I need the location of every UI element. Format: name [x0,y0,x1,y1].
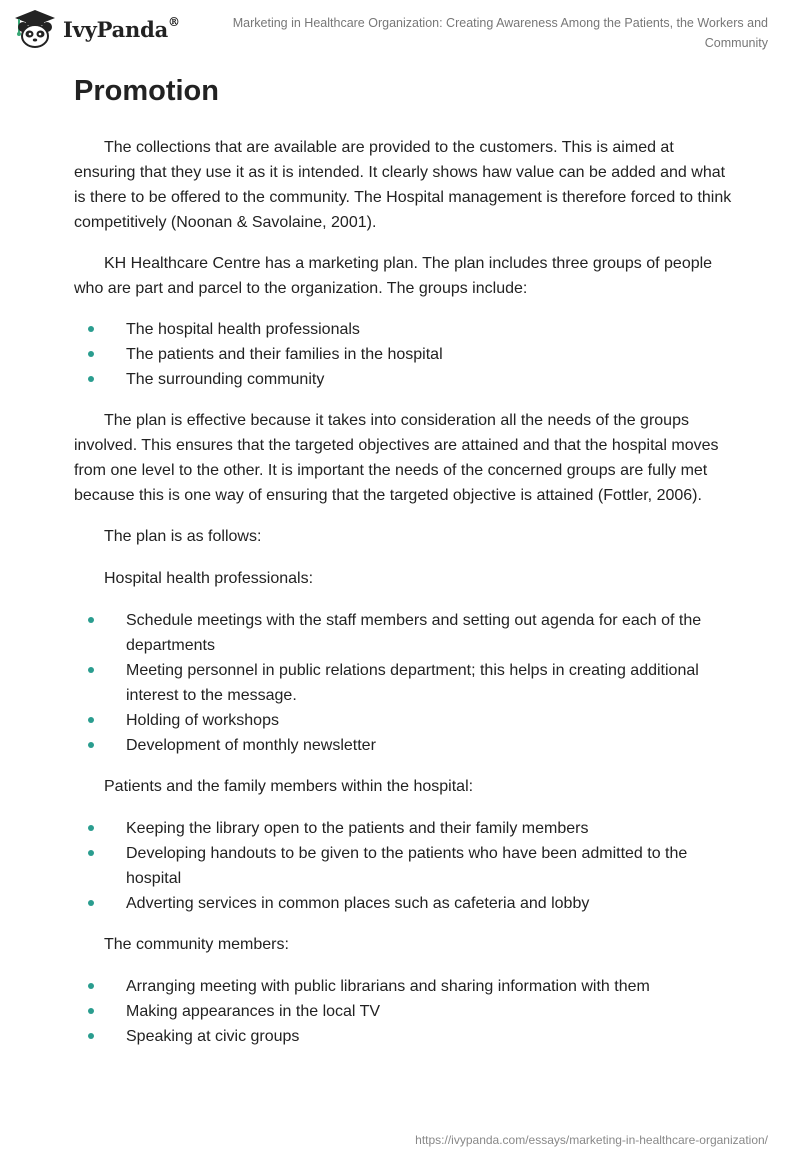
article-body [74,70,734,1065]
paragraph: The collections that are available are provided to the customers. This is aimed at ensuring that they use it as it is intended. It clearly shows haw value can be added and what is there to be offered to the community. The Hospital management is therefore forced to think competitively (Noonan & Savolaine, 2001). [74,139,732,231]
groups-list [74,317,734,392]
list-item: The hospital health professionals [74,317,734,342]
bullet-icon [88,825,94,831]
paragraph: Hospital health professionals: [104,570,314,587]
paragraph: KH Healthcare Centre has a marketing plan. The plan includes three groups of people who are part and parcel to the organization. The groups include: [74,255,713,297]
page-header [0,0,800,60]
list-item: The patients and their families in the hospital [74,342,734,367]
panda-mascot-icon [13,9,57,49]
paragraph: The plan is effective because it takes into consideration all the needs of the groups involved. This ensures that the targeted objectives are attained and that the hospital moves from one level to the other. It is important the needs of the concerned groups are fully met because this is one way of ensuring that the targeted objective is attained (Fottler, 2006). [74,412,719,504]
list-item: The surrounding community [74,367,734,392]
list-item: Adverting services in common places such as cafeteria and lobby [74,891,734,916]
paragraph: The community members: [104,936,289,953]
bullet-icon [88,850,94,856]
bullet-icon [88,742,94,748]
document-title: Marketing in Healthcare Organization: Creating Awareness Among the Patients, the Workers and Community [232,16,768,50]
community-list [74,974,734,1049]
list-item: Schedule meetings with the staff members and setting out agenda for each of the departments [74,608,734,658]
section-heading: Promotion [74,75,219,107]
list-item: Keeping the library open to the patients and their family members [74,816,734,841]
ivypanda-logo[interactable] [13,9,180,49]
bullet-icon [88,1008,94,1014]
list-item: Arranging meeting with public librarians and sharing information with them [74,974,734,999]
list-item: Holding of workshops [74,708,734,733]
bullet-icon [88,326,94,332]
brand-name: IvyPanda® [63,14,180,42]
list-item: Development of monthly newsletter [74,733,734,758]
patients-list [74,816,734,916]
list-item: Making appearances in the local TV [74,999,734,1024]
list-item: Speaking at civic groups [74,1024,734,1049]
bullet-icon [88,717,94,723]
bullet-icon [88,667,94,673]
bullet-icon [88,1033,94,1039]
bullet-icon [88,351,94,357]
paragraph: Patients and the family members within the hospital: [104,778,474,795]
paragraph: The plan is as follows: [104,528,262,545]
bullet-icon [88,617,94,623]
list-item: Developing handouts to be given to the patients who have been admitted to the hospital [74,841,734,891]
professionals-list [74,608,734,758]
list-item: Meeting personnel in public relations department; this helps in creating additional interest to the message. [74,658,734,708]
bullet-icon [88,376,94,382]
source-url-link[interactable]: https://ivypanda.com/essays/marketing-in-healthcare-organization/ [415,1133,768,1147]
bullet-icon [88,900,94,906]
bullet-icon [88,983,94,989]
